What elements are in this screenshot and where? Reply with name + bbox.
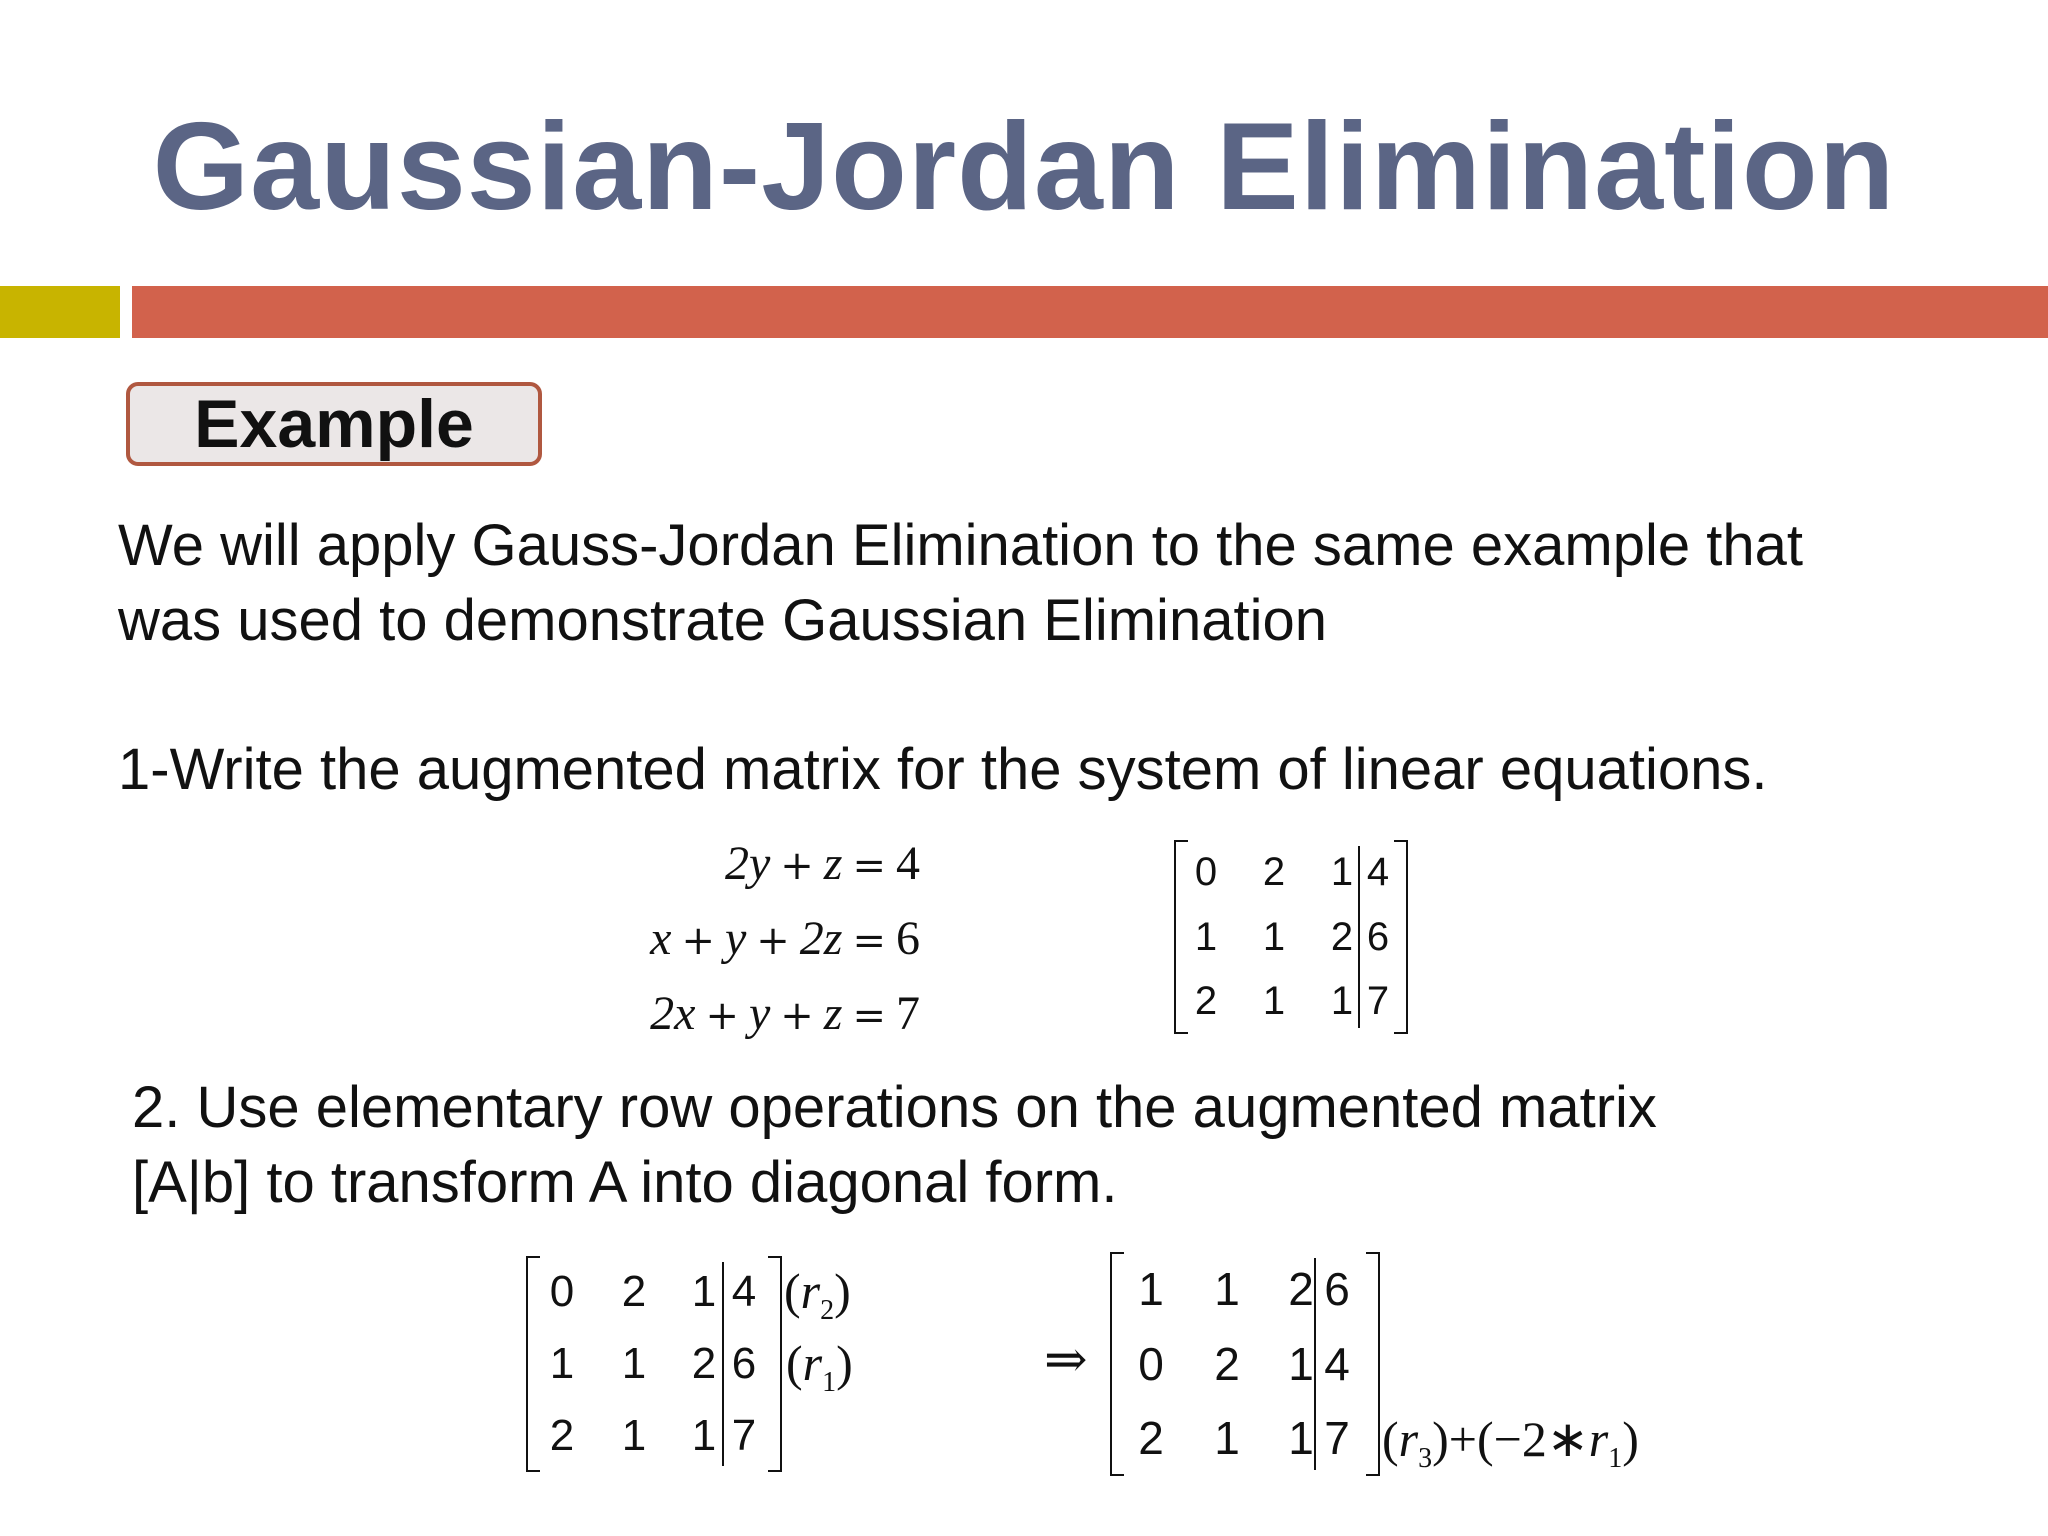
eq-equals: = [852, 993, 886, 1039]
example-badge: Example [126, 382, 542, 466]
matrix-bracket-left [1174, 840, 1188, 1034]
matrix-cell: 0 [1194, 850, 1218, 894]
matrix-cell: 1 [1214, 1263, 1240, 1315]
matrix-cell: 1 [621, 1411, 647, 1460]
eq-term: 2y [724, 837, 771, 890]
matrix-cell: 6 [1366, 914, 1390, 959]
matrix-cell: 2 [1288, 1263, 1314, 1315]
eq-term: 2x [650, 987, 696, 1040]
eq-operator: + [681, 918, 715, 964]
eq-term: x [650, 912, 672, 965]
eq-operator: + [756, 918, 790, 964]
eq-operator: + [780, 843, 814, 889]
matrix-cell: 2 [1330, 914, 1354, 959]
matrix-bracket-left [1110, 1252, 1124, 1476]
result-matrix [1110, 1252, 1380, 1476]
augment-separator [722, 1262, 724, 1466]
matrix-cell: 4 [731, 1267, 757, 1316]
slide-title: Gaussian-Jordan Elimination [152, 98, 1896, 236]
matrix-cell: 6 [731, 1339, 757, 1388]
eq-term: 2z [799, 912, 843, 965]
equation-system [560, 826, 920, 1051]
eq-term: y [724, 912, 747, 965]
equation-1 [560, 826, 920, 901]
augment-separator [1358, 846, 1360, 1028]
matrix-cell: 4 [1324, 1337, 1350, 1390]
eq-equals: = [852, 843, 886, 889]
matrix-cell: 1 [1214, 1412, 1240, 1465]
matrix-cell: 1 [549, 1339, 575, 1388]
matrix-cell: 2 [1262, 850, 1286, 894]
matrix-cell: 7 [1324, 1412, 1350, 1465]
matrix-cell: 2 [1214, 1337, 1240, 1390]
eq-rhs: 4 [896, 837, 920, 890]
matrix-bracket-right [768, 1256, 782, 1472]
step-2-line-2: [A|b] to transform A into diagonal form. [132, 1150, 1118, 1215]
eq-rhs: 7 [896, 987, 920, 1040]
matrix-cell: 4 [1366, 850, 1390, 894]
step-1-text: 1-Write the augmented matrix for the system of linear equations. [118, 737, 1768, 802]
eq-term: y [748, 987, 771, 1040]
implies-arrow: ⇒ [1044, 1330, 1088, 1390]
matrix-cell: 1 [1262, 979, 1286, 1024]
matrix-cell: 2 [1194, 979, 1218, 1024]
matrix-cell: 1 [1330, 979, 1354, 1024]
matrix-cell: 0 [549, 1267, 575, 1316]
matrix-bracket-right [1394, 840, 1408, 1034]
matrix-cell: 1 [1138, 1263, 1164, 1315]
intro-paragraph [118, 508, 1978, 658]
matrix-cell: 0 [1138, 1337, 1164, 1390]
equation-2 [560, 901, 920, 976]
eq-term: z [823, 987, 843, 1040]
matrix-cell: 2 [621, 1267, 647, 1316]
matrix-cell: 2 [1138, 1412, 1164, 1465]
augmented-matrix [1174, 840, 1408, 1034]
equation-3 [560, 976, 920, 1051]
augment-separator [1314, 1258, 1316, 1470]
eq-operator: + [705, 993, 739, 1039]
matrix-cell: 1 [691, 1411, 717, 1460]
matrix-cell: 1 [1330, 850, 1354, 894]
accent-bar-left [0, 286, 120, 338]
matrix-cell: 1 [1262, 914, 1286, 959]
eq-rhs: 6 [896, 912, 920, 965]
row-label-r1: $(r_1)$ [786, 1335, 853, 1398]
matrix-cell: 1 [691, 1267, 717, 1316]
intro-line-1: We will apply Gauss-Jordan Elimination to the same example that [118, 513, 1803, 578]
accent-bar-right [132, 286, 2048, 338]
eq-operator: + [780, 993, 814, 1039]
row-operation-label: $(r_3)+(-2∗r_1)$ [1382, 1411, 1639, 1474]
matrix-cell: 7 [731, 1411, 757, 1460]
step-2-text [132, 1070, 1916, 1220]
matrix-cell: 6 [1324, 1263, 1350, 1315]
matrix-cell: 7 [1366, 979, 1390, 1024]
matrix-cell: 2 [691, 1339, 717, 1388]
swap-matrix [526, 1256, 782, 1472]
matrix-cell: 2 [549, 1411, 575, 1460]
matrix-cell: 1 [1288, 1412, 1314, 1465]
eq-equals: = [852, 918, 886, 964]
eq-term: z [823, 837, 843, 890]
matrix-cell: 1 [621, 1339, 647, 1388]
matrix-bracket-right [1366, 1252, 1380, 1476]
row-label-r2: $(r_2)$ [784, 1263, 851, 1326]
intro-line-2: was used to demonstrate Gaussian Elimination [118, 588, 1327, 653]
matrix-cell: 1 [1194, 914, 1218, 959]
step-2-line-1: 2. Use elementary row operations on the augmented matrix [132, 1075, 1657, 1140]
matrix-bracket-left [526, 1256, 540, 1472]
matrix-cell: 1 [1288, 1337, 1314, 1390]
